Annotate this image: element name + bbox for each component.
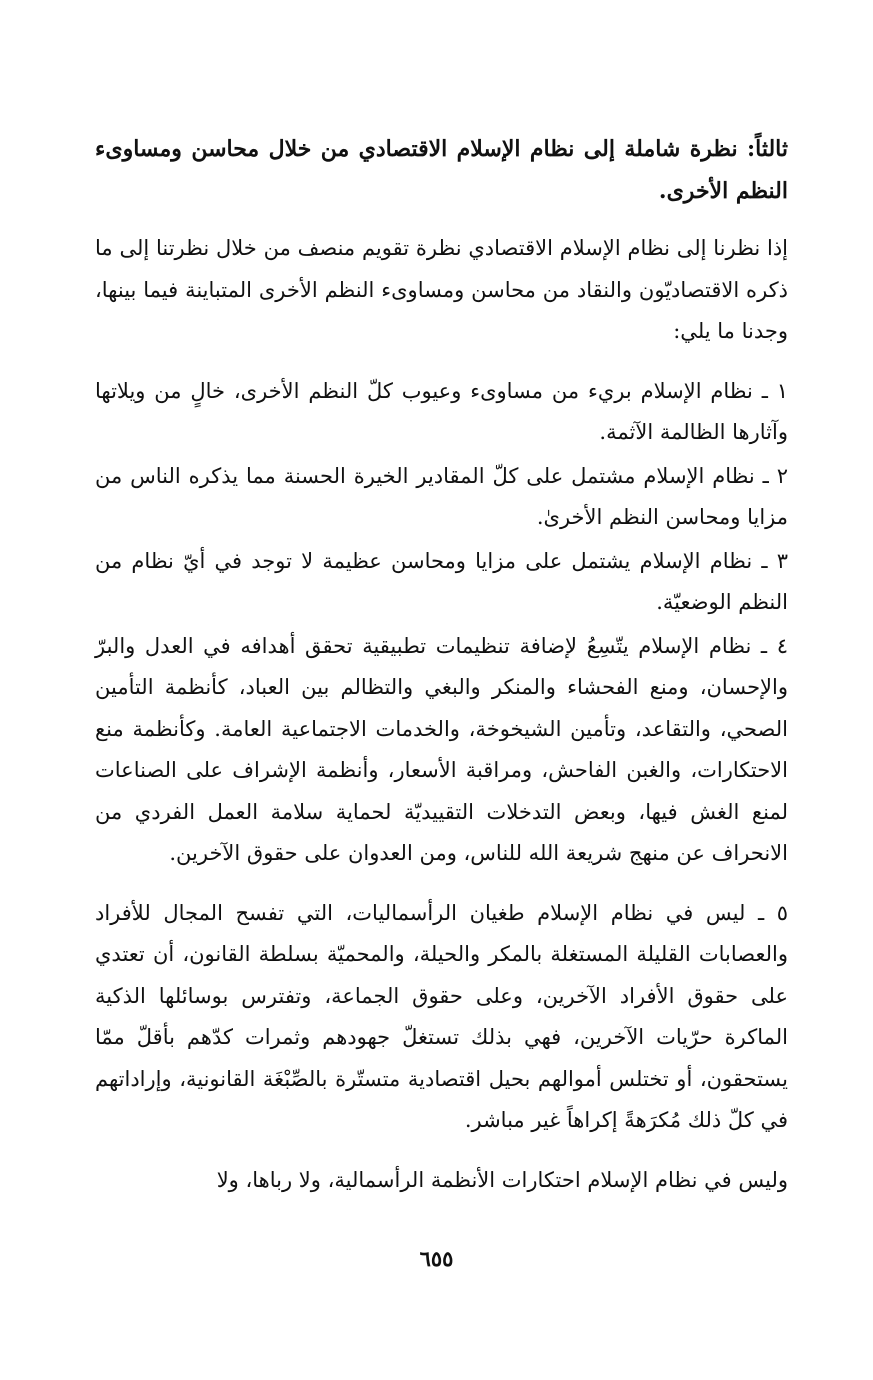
section-heading: ثالثاً: نظرة شاملة إلى نظام الإسلام الاقتصادي من خلال محاسن ومساوىء النظم الأخرى. [95,136,788,204]
list-item-1: ١ ـ نظام الإسلام بريء من مساوىء وعيوب كلّ النظم الأخرى، خالٍ من ويلاتها وآثارها الظالمة الآثمة. [95,378,788,444]
list-item-3: ٣ ـ نظام الإسلام يشتمل على مزايا ومحاسن عظيمة لا توجد في أيّ نظام من النظم الوضعيّة. [95,548,788,614]
list-item-4: ٤ ـ نظام الإسلام يتّسِعُ لإضافة تنظيمات تطبيقية تحقق أهدافه في العدل والبرّ والإحسان، ومنع الفحشاء والمنكر والبغي والتظالم بين العباد، كأنظمة التأمين الصحي، والتقاعد، وتأمين الشيخوخة، والخدمات الاجتماعية العامة. وكأنظمة منع الاحتكارات، والغبن الفاحش، ومراقبة الأسعار، وأنظمة الإشراف على الصناعات لمنع الغش فيها، وبعض التدخلات التقييديّة لحماية سلامة العمل الفردي من الانحراف عن منهج شريعة الله للناس، ومن العدوان على حقوق الآخرين. [95,633,788,865]
list-item-5: ٥ ـ ليس في نظام الإسلام طغيان الرأسماليات، التي تفسح المجال للأفراد والعصابات القليلة المستغلة بالمكر والحيلة، والمحميّة بسلطة القانون، أن تعتدي على حقوق الأفراد الآخرين، وعلى حقوق الجماعة، وتفترس بوسائلها الذكية الماكرة حرّيات الآخرين، فهي بذلك تستغلّ جهودهم وثمرات كدّهم بأقلّ ممّا يستحقون، أو تختلس أموالهم بحيل اقتصادية متستّرة بالصِّبْغَة القانونية، وإراداتهم في كلّ ذلك مُكرَهةً إكراهاً غير مباشر. [95,900,788,1132]
list-item-2: ٢ ـ نظام الإسلام مشتمل على كلّ المقادير الخيرة الحسنة مما يذكره الناس من مزايا ومحاسن النظم الأخرىٰ. [95,463,788,529]
intro-paragraph: إذا نظرنا إلى نظام الإسلام الاقتصادي نظرة تقويم منصف من خلال نظرتنا إلى ما ذكره الاقتصاديّون والنقاد من محاسن ومساوىء النظم الأخرى المتباينة فيما بينها، وجدنا ما يلي: [95,236,788,343]
page-number: ٦٥٥ [419,1246,454,1271]
closing-paragraph: وليس في نظام الإسلام احتكارات الأنظمة الرأسمالية، ولا رباها، ولا [216,1167,788,1192]
